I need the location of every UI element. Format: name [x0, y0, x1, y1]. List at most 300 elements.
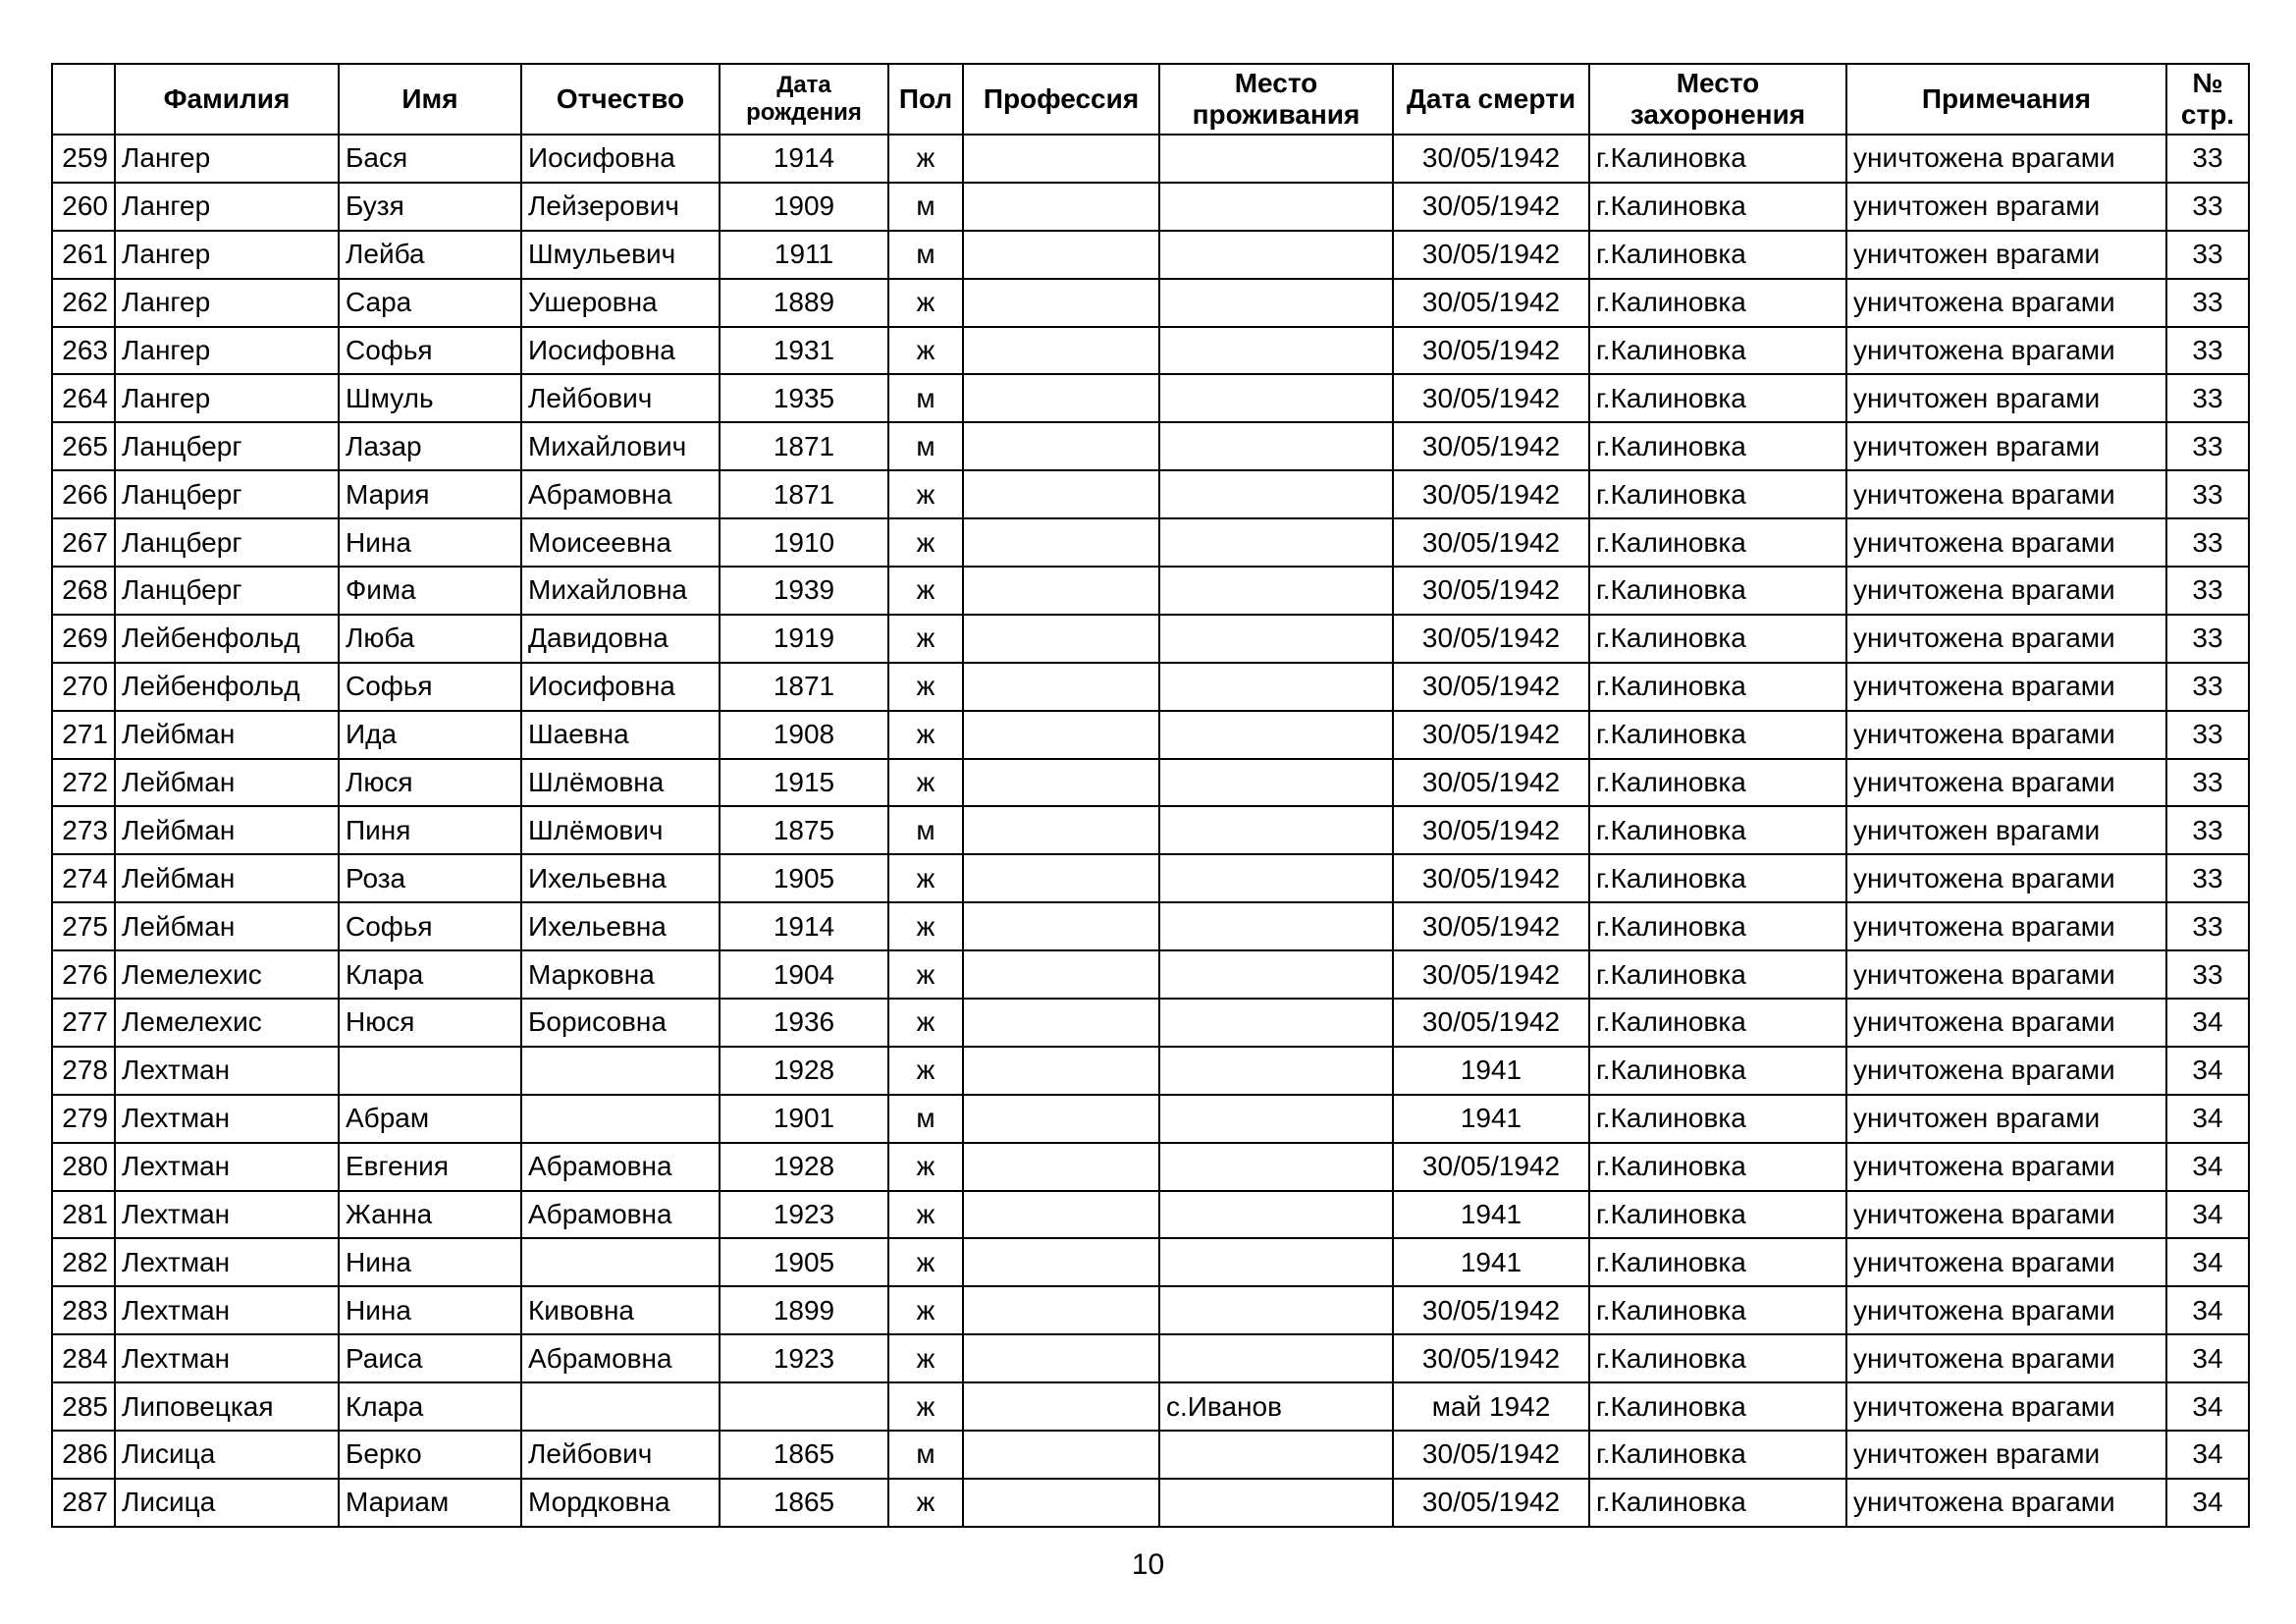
- cell-burial: г.Калиновка: [1589, 374, 1846, 422]
- cell-profession: [963, 999, 1159, 1047]
- cell-birth-date: 1928: [720, 1047, 888, 1095]
- cell-residence: [1159, 183, 1393, 231]
- cell-sex: ж: [888, 1382, 963, 1431]
- cell-sex: ж: [888, 615, 963, 663]
- cell-birth-date: 1915: [720, 759, 888, 807]
- cell-residence: [1159, 470, 1393, 518]
- cell-page: 33: [2166, 183, 2249, 231]
- cell-page: 34: [2166, 999, 2249, 1047]
- cell-profession: [963, 1143, 1159, 1191]
- cell-name: Роза: [339, 854, 521, 902]
- table-row: [52, 854, 2249, 902]
- cell-page: 34: [2166, 1382, 2249, 1431]
- cell-birth-date: 1914: [720, 135, 888, 183]
- cell-birth-date: 1928: [720, 1143, 888, 1191]
- cell-surname: Лехтман: [115, 1286, 339, 1334]
- table-row: [52, 1143, 2249, 1191]
- cell-page: 33: [2166, 518, 2249, 567]
- cell-surname: Лемелехис: [115, 950, 339, 999]
- table-row: [52, 422, 2249, 470]
- cell-residence: [1159, 854, 1393, 902]
- table-row: [52, 1431, 2249, 1479]
- cell-num: 267: [52, 518, 115, 567]
- cell-death-date: 30/05/1942: [1393, 422, 1589, 470]
- table-row: [52, 999, 2249, 1047]
- cell-name: Клара: [339, 950, 521, 999]
- victims-table: [51, 63, 2250, 1528]
- cell-profession: [963, 1382, 1159, 1431]
- header-page-line1: №: [2192, 68, 2223, 98]
- cell-notes: уничтожен врагами: [1846, 806, 2166, 854]
- cell-patronymic: Абрамовна: [521, 470, 720, 518]
- cell-sex: м: [888, 374, 963, 422]
- cell-sex: ж: [888, 567, 963, 615]
- cell-patronymic: [521, 1095, 720, 1143]
- cell-sex: ж: [888, 950, 963, 999]
- cell-page: 34: [2166, 1431, 2249, 1479]
- cell-residence: [1159, 759, 1393, 807]
- cell-burial: г.Калиновка: [1589, 806, 1846, 854]
- cell-death-date: 1941: [1393, 1191, 1589, 1239]
- cell-name: [339, 1047, 521, 1095]
- table-row: [52, 1382, 2249, 1431]
- cell-num: 283: [52, 1286, 115, 1334]
- cell-residence: с.Иванов: [1159, 1382, 1393, 1431]
- cell-patronymic: Ихельевна: [521, 902, 720, 950]
- cell-sex: м: [888, 1095, 963, 1143]
- cell-residence: [1159, 279, 1393, 327]
- table-row: [52, 518, 2249, 567]
- cell-surname: Ланцберг: [115, 470, 339, 518]
- cell-burial: г.Калиновка: [1589, 663, 1846, 711]
- header-burial: [1589, 64, 1846, 135]
- page-number: 10: [1131, 1548, 1165, 1581]
- cell-notes: уничтожена врагами: [1846, 999, 2166, 1047]
- cell-surname: Ланцберг: [115, 518, 339, 567]
- cell-patronymic: Иосифовна: [521, 663, 720, 711]
- header-sex: Пол: [888, 64, 963, 135]
- header-burial-line1: Место: [1676, 68, 1760, 98]
- cell-profession: [963, 470, 1159, 518]
- cell-sex: ж: [888, 711, 963, 759]
- cell-death-date: 30/05/1942: [1393, 1334, 1589, 1382]
- cell-burial: г.Калиновка: [1589, 470, 1846, 518]
- cell-patronymic: Иосифовна: [521, 135, 720, 183]
- cell-profession: [963, 1191, 1159, 1239]
- cell-death-date: 30/05/1942: [1393, 711, 1589, 759]
- cell-name: Софья: [339, 327, 521, 375]
- cell-num: 270: [52, 663, 115, 711]
- cell-surname: Лангер: [115, 279, 339, 327]
- cell-page: 33: [2166, 711, 2249, 759]
- cell-page: 34: [2166, 1095, 2249, 1143]
- cell-page: 33: [2166, 135, 2249, 183]
- header-burial-line2: захоронения: [1629, 99, 1806, 130]
- cell-burial: г.Калиновка: [1589, 615, 1846, 663]
- cell-residence: [1159, 1047, 1393, 1095]
- table-row: [52, 183, 2249, 231]
- table-row: [52, 1286, 2249, 1334]
- cell-burial: г.Калиновка: [1589, 1431, 1846, 1479]
- cell-residence: [1159, 567, 1393, 615]
- cell-page: 34: [2166, 1191, 2249, 1239]
- cell-num: 261: [52, 231, 115, 279]
- header-page: [2166, 64, 2249, 135]
- cell-burial: г.Калиновка: [1589, 854, 1846, 902]
- cell-sex: ж: [888, 854, 963, 902]
- cell-surname: Лехтман: [115, 1047, 339, 1095]
- cell-sex: ж: [888, 1191, 963, 1239]
- header-birth-line1: Дата: [776, 72, 831, 98]
- cell-residence: [1159, 711, 1393, 759]
- cell-profession: [963, 1431, 1159, 1479]
- cell-profession: [963, 422, 1159, 470]
- cell-residence: [1159, 1431, 1393, 1479]
- cell-num: 264: [52, 374, 115, 422]
- cell-birth-date: 1865: [720, 1479, 888, 1527]
- cell-sex: ж: [888, 999, 963, 1047]
- cell-num: 274: [52, 854, 115, 902]
- cell-name: Сара: [339, 279, 521, 327]
- cell-page: 34: [2166, 1334, 2249, 1382]
- cell-profession: [963, 854, 1159, 902]
- cell-burial: г.Калиновка: [1589, 422, 1846, 470]
- cell-notes: уничтожена врагами: [1846, 759, 2166, 807]
- cell-death-date: 30/05/1942: [1393, 806, 1589, 854]
- table-row: [52, 711, 2249, 759]
- cell-name: Бузя: [339, 183, 521, 231]
- cell-sex: м: [888, 422, 963, 470]
- cell-profession: [963, 950, 1159, 999]
- cell-burial: г.Калиновка: [1589, 1191, 1846, 1239]
- cell-profession: [963, 663, 1159, 711]
- table-row: [52, 615, 2249, 663]
- cell-notes: уничтожена врагами: [1846, 1047, 2166, 1095]
- cell-num: 268: [52, 567, 115, 615]
- cell-residence: [1159, 1238, 1393, 1286]
- header-birth-date: [720, 64, 888, 135]
- header-death-date: Дата смерти: [1393, 64, 1589, 135]
- cell-residence: [1159, 1286, 1393, 1334]
- cell-death-date: май 1942: [1393, 1382, 1589, 1431]
- cell-notes: уничтожена врагами: [1846, 135, 2166, 183]
- table-row: [52, 470, 2249, 518]
- table-row: [52, 327, 2249, 375]
- cell-page: 33: [2166, 422, 2249, 470]
- cell-name: Бася: [339, 135, 521, 183]
- cell-death-date: 1941: [1393, 1047, 1589, 1095]
- cell-surname: Лангер: [115, 135, 339, 183]
- cell-notes: уничтожен врагами: [1846, 1095, 2166, 1143]
- cell-birth-date: 1901: [720, 1095, 888, 1143]
- cell-name: Клара: [339, 1382, 521, 1431]
- cell-name: Нина: [339, 1238, 521, 1286]
- cell-profession: [963, 135, 1159, 183]
- cell-surname: Лехтман: [115, 1238, 339, 1286]
- cell-burial: г.Калиновка: [1589, 1334, 1846, 1382]
- cell-surname: Лейбман: [115, 759, 339, 807]
- cell-name: Шмуль: [339, 374, 521, 422]
- cell-residence: [1159, 1143, 1393, 1191]
- cell-birth-date: 1908: [720, 711, 888, 759]
- table-row: [52, 1191, 2249, 1239]
- table-row: [52, 374, 2249, 422]
- cell-notes: уничтожена врагами: [1846, 902, 2166, 950]
- cell-page: 34: [2166, 1286, 2249, 1334]
- cell-notes: уничтожена врагами: [1846, 950, 2166, 999]
- cell-death-date: 30/05/1942: [1393, 1431, 1589, 1479]
- cell-num: 285: [52, 1382, 115, 1431]
- cell-notes: уничтожена врагами: [1846, 615, 2166, 663]
- header-patronymic: Отчество: [521, 64, 720, 135]
- cell-name: Мария: [339, 470, 521, 518]
- cell-burial: г.Калиновка: [1589, 183, 1846, 231]
- table-row: [52, 1238, 2249, 1286]
- cell-burial: г.Калиновка: [1589, 1382, 1846, 1431]
- cell-profession: [963, 806, 1159, 854]
- cell-patronymic: Лейбович: [521, 374, 720, 422]
- cell-page: 34: [2166, 1047, 2249, 1095]
- cell-surname: Лейбенфольд: [115, 663, 339, 711]
- cell-surname: Лейбман: [115, 902, 339, 950]
- cell-notes: уничтожена врагами: [1846, 1334, 2166, 1382]
- cell-death-date: 30/05/1942: [1393, 374, 1589, 422]
- table-row: [52, 1047, 2249, 1095]
- cell-surname: Лейбман: [115, 854, 339, 902]
- cell-birth-date: 1931: [720, 327, 888, 375]
- cell-surname: Липовецкая: [115, 1382, 339, 1431]
- header-name: Имя: [339, 64, 521, 135]
- cell-page: 33: [2166, 567, 2249, 615]
- table-row: [52, 1479, 2249, 1527]
- table-row: [52, 231, 2249, 279]
- cell-death-date: 30/05/1942: [1393, 615, 1589, 663]
- cell-notes: уничтожена врагами: [1846, 279, 2166, 327]
- header-profession: Профессия: [963, 64, 1159, 135]
- cell-death-date: 30/05/1942: [1393, 518, 1589, 567]
- header-residence: [1159, 64, 1393, 135]
- cell-surname: Лейбенфольд: [115, 615, 339, 663]
- cell-name: Нина: [339, 518, 521, 567]
- cell-surname: Ланцберг: [115, 567, 339, 615]
- table-row: [52, 567, 2249, 615]
- cell-num: 275: [52, 902, 115, 950]
- cell-patronymic: Мордковна: [521, 1479, 720, 1527]
- table-row: [52, 759, 2249, 807]
- cell-burial: г.Калиновка: [1589, 999, 1846, 1047]
- header-residence-line1: Место: [1234, 68, 1318, 98]
- cell-patronymic: Михайлович: [521, 422, 720, 470]
- cell-profession: [963, 759, 1159, 807]
- cell-notes: уничтожена врагами: [1846, 1286, 2166, 1334]
- cell-name: Ида: [339, 711, 521, 759]
- cell-residence: [1159, 231, 1393, 279]
- cell-num: 280: [52, 1143, 115, 1191]
- cell-surname: Лехтман: [115, 1334, 339, 1382]
- cell-death-date: 30/05/1942: [1393, 950, 1589, 999]
- cell-page: 33: [2166, 374, 2249, 422]
- cell-patronymic: Лейбович: [521, 1431, 720, 1479]
- cell-residence: [1159, 1095, 1393, 1143]
- cell-sex: ж: [888, 279, 963, 327]
- cell-birth-date: 1871: [720, 422, 888, 470]
- cell-profession: [963, 711, 1159, 759]
- table-row: [52, 1334, 2249, 1382]
- cell-birth-date: 1865: [720, 1431, 888, 1479]
- cell-surname: Лейбман: [115, 806, 339, 854]
- cell-patronymic: Ихельевна: [521, 854, 720, 902]
- header-notes: Примечания: [1846, 64, 2166, 135]
- cell-burial: г.Калиновка: [1589, 518, 1846, 567]
- cell-num: 271: [52, 711, 115, 759]
- cell-sex: ж: [888, 327, 963, 375]
- cell-death-date: 1941: [1393, 1238, 1589, 1286]
- cell-birth-date: 1909: [720, 183, 888, 231]
- cell-patronymic: Абрамовна: [521, 1143, 720, 1191]
- cell-residence: [1159, 422, 1393, 470]
- cell-surname: Лангер: [115, 374, 339, 422]
- cell-profession: [963, 615, 1159, 663]
- cell-birth-date: 1905: [720, 854, 888, 902]
- cell-notes: уничтожена врагами: [1846, 567, 2166, 615]
- table-row: [52, 902, 2249, 950]
- cell-sex: ж: [888, 135, 963, 183]
- header-surname: Фамилия: [115, 64, 339, 135]
- cell-name: Евгения: [339, 1143, 521, 1191]
- cell-num: 281: [52, 1191, 115, 1239]
- cell-birth-date: 1939: [720, 567, 888, 615]
- cell-surname: Лангер: [115, 327, 339, 375]
- cell-patronymic: Кивовна: [521, 1286, 720, 1334]
- table-header-row: [52, 64, 2249, 135]
- cell-page: 33: [2166, 231, 2249, 279]
- cell-birth-date: 1875: [720, 806, 888, 854]
- header-residence-line2: проживания: [1192, 99, 1361, 130]
- cell-page: 33: [2166, 327, 2249, 375]
- cell-death-date: 30/05/1942: [1393, 279, 1589, 327]
- cell-birth-date: 1871: [720, 470, 888, 518]
- table-row: [52, 135, 2249, 183]
- cell-patronymic: Шмульевич: [521, 231, 720, 279]
- cell-profession: [963, 1479, 1159, 1527]
- cell-num: 262: [52, 279, 115, 327]
- cell-burial: г.Калиновка: [1589, 327, 1846, 375]
- cell-patronymic: Шлёмович: [521, 806, 720, 854]
- cell-death-date: 30/05/1942: [1393, 663, 1589, 711]
- cell-burial: г.Калиновка: [1589, 1047, 1846, 1095]
- cell-page: 34: [2166, 1479, 2249, 1527]
- cell-profession: [963, 902, 1159, 950]
- cell-death-date: 1941: [1393, 1095, 1589, 1143]
- cell-num: 286: [52, 1431, 115, 1479]
- cell-residence: [1159, 1191, 1393, 1239]
- cell-patronymic: Шлёмовна: [521, 759, 720, 807]
- cell-sex: ж: [888, 759, 963, 807]
- cell-profession: [963, 1286, 1159, 1334]
- cell-birth-date: 1919: [720, 615, 888, 663]
- cell-birth-date: 1871: [720, 663, 888, 711]
- cell-num: 279: [52, 1095, 115, 1143]
- cell-residence: [1159, 327, 1393, 375]
- cell-name: Люба: [339, 615, 521, 663]
- cell-sex: ж: [888, 663, 963, 711]
- cell-residence: [1159, 902, 1393, 950]
- cell-patronymic: [521, 1238, 720, 1286]
- cell-death-date: 30/05/1942: [1393, 1143, 1589, 1191]
- cell-notes: уничтожен врагами: [1846, 183, 2166, 231]
- cell-page: 33: [2166, 470, 2249, 518]
- cell-page: 33: [2166, 615, 2249, 663]
- cell-birth-date: 1914: [720, 902, 888, 950]
- cell-name: Софья: [339, 902, 521, 950]
- cell-profession: [963, 1047, 1159, 1095]
- cell-patronymic: Давидовна: [521, 615, 720, 663]
- cell-sex: ж: [888, 1047, 963, 1095]
- cell-surname: Ланцберг: [115, 422, 339, 470]
- cell-residence: [1159, 999, 1393, 1047]
- cell-notes: уничтожена врагами: [1846, 327, 2166, 375]
- cell-notes: уничтожена врагами: [1846, 1479, 2166, 1527]
- cell-notes: уничтожена врагами: [1846, 518, 2166, 567]
- cell-birth-date: 1889: [720, 279, 888, 327]
- cell-page: 33: [2166, 663, 2249, 711]
- cell-burial: г.Калиновка: [1589, 759, 1846, 807]
- cell-notes: уничтожена врагами: [1846, 1238, 2166, 1286]
- cell-patronymic: Моисеевна: [521, 518, 720, 567]
- cell-name: Лейба: [339, 231, 521, 279]
- table-row: [52, 806, 2249, 854]
- cell-num: 282: [52, 1238, 115, 1286]
- cell-name: Люся: [339, 759, 521, 807]
- cell-patronymic: Абрамовна: [521, 1191, 720, 1239]
- cell-surname: Лемелехис: [115, 999, 339, 1047]
- cell-profession: [963, 327, 1159, 375]
- cell-name: Жанна: [339, 1191, 521, 1239]
- cell-notes: уничтожена врагами: [1846, 663, 2166, 711]
- cell-burial: г.Калиновка: [1589, 1143, 1846, 1191]
- cell-sex: м: [888, 806, 963, 854]
- cell-num: 276: [52, 950, 115, 999]
- cell-residence: [1159, 374, 1393, 422]
- cell-name: Берко: [339, 1431, 521, 1479]
- cell-residence: [1159, 806, 1393, 854]
- cell-patronymic: Абрамовна: [521, 1334, 720, 1382]
- table-row: [52, 279, 2249, 327]
- cell-name: Абрам: [339, 1095, 521, 1143]
- cell-page: 33: [2166, 950, 2249, 999]
- cell-surname: Лангер: [115, 183, 339, 231]
- cell-profession: [963, 1095, 1159, 1143]
- cell-name: Мариам: [339, 1479, 521, 1527]
- cell-profession: [963, 374, 1159, 422]
- header-num: [52, 64, 115, 135]
- cell-death-date: 30/05/1942: [1393, 1479, 1589, 1527]
- table-body: [52, 135, 2249, 1527]
- cell-patronymic: [521, 1047, 720, 1095]
- cell-num: 287: [52, 1479, 115, 1527]
- cell-residence: [1159, 518, 1393, 567]
- cell-patronymic: Иосифовна: [521, 327, 720, 375]
- table-row: [52, 1095, 2249, 1143]
- cell-num: 259: [52, 135, 115, 183]
- cell-burial: г.Калиновка: [1589, 231, 1846, 279]
- cell-num: 265: [52, 422, 115, 470]
- cell-name: Пиня: [339, 806, 521, 854]
- cell-notes: уничтожен врагами: [1846, 422, 2166, 470]
- cell-sex: м: [888, 231, 963, 279]
- cell-num: 263: [52, 327, 115, 375]
- cell-death-date: 30/05/1942: [1393, 567, 1589, 615]
